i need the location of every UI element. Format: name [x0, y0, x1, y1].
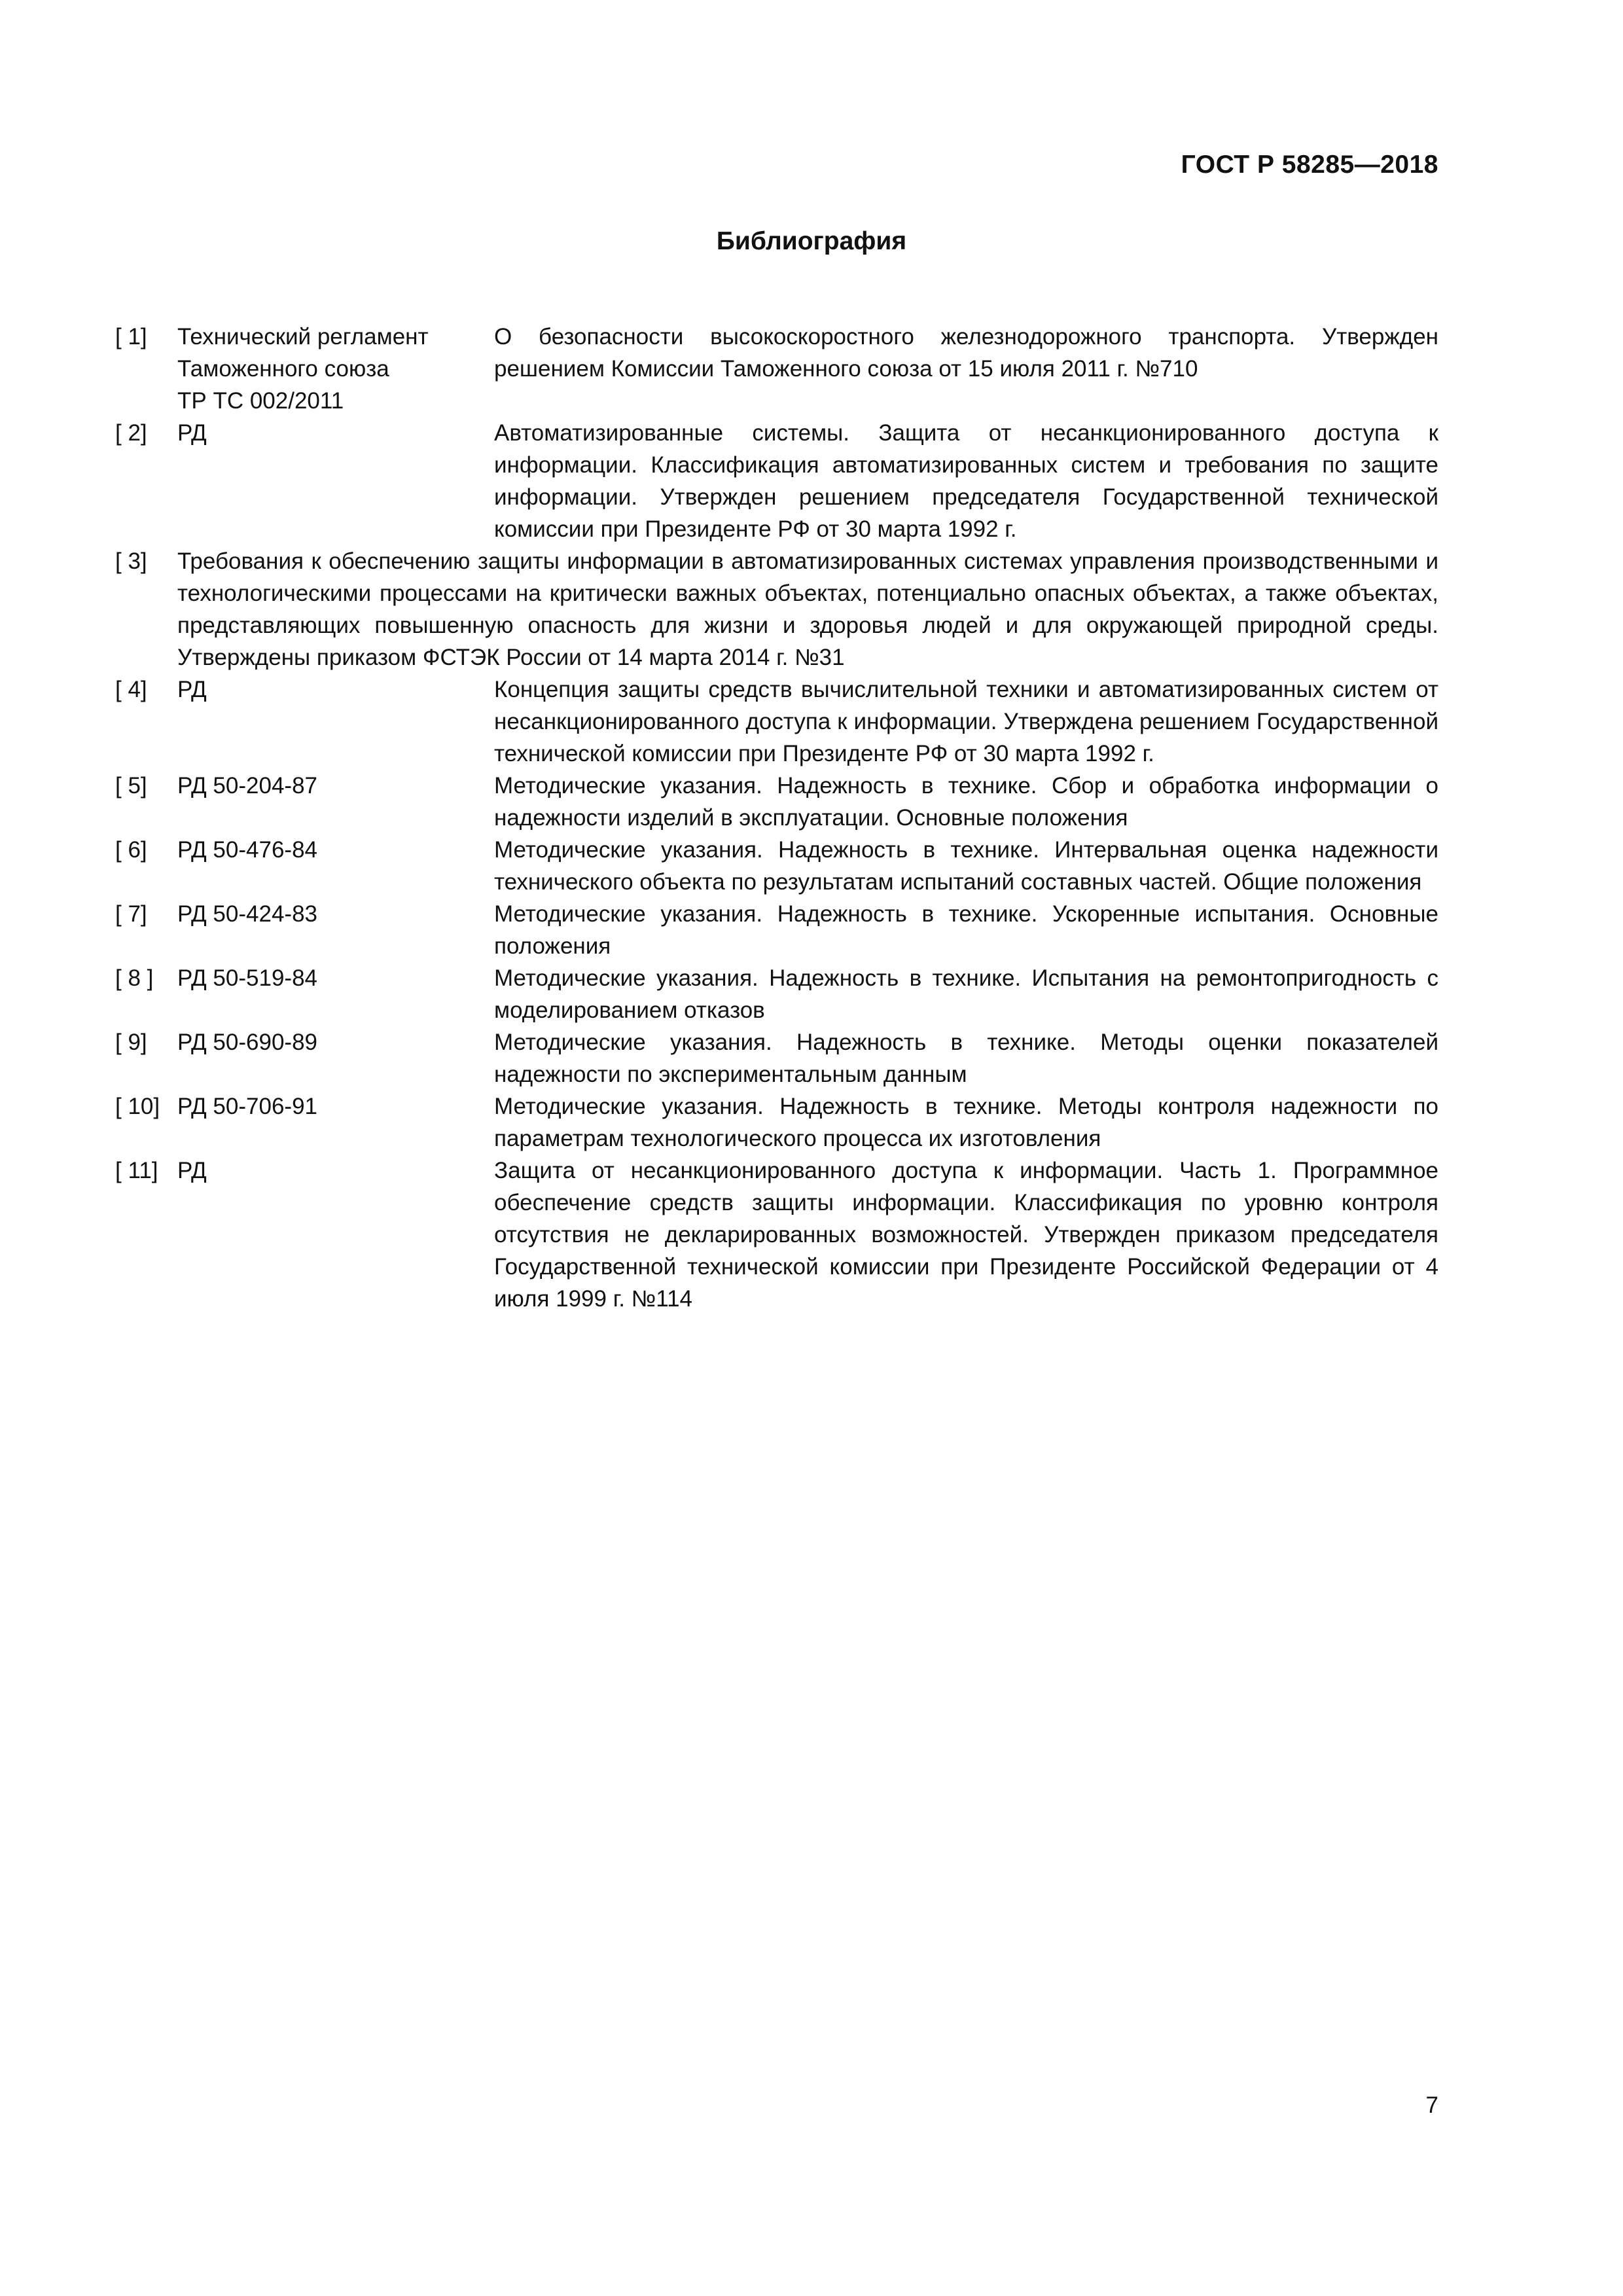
entry-number: [ 4] [115, 677, 147, 702]
entry-source [177, 1026, 494, 1090]
entry-number: [ 8 ] [115, 965, 154, 991]
bibliography-entry-4 [115, 673, 1438, 770]
entry-full-text: Требования к обеспечению защиты информации в автоматизированных системах управления производственными и технологическими процессами на критически важных объектах, потенциально опасных объектах, а также объектах, представляющих повышенную опасность для жизни и здоровья людей и для окружающей природной среды. Утверждены приказом ФСТЭК России от 14 марта 2014 г. №31 [177, 548, 1438, 670]
entry-source-line: РД [177, 420, 207, 446]
entry-source [177, 417, 494, 545]
bibliography-entry-7 [115, 898, 1438, 962]
entry-source-line: РД 50-424-83 [177, 901, 317, 927]
section-title: Библиография [716, 227, 907, 255]
entry-source-line: РД 50-519-84 [177, 965, 317, 991]
bibliography-entry-10 [115, 1090, 1438, 1155]
entry-number: [ 11] [115, 1158, 158, 1183]
standard-number: ГОСТ Р 58285—2018 [1181, 151, 1438, 179]
entry-source-line: Технический регламент [177, 324, 429, 350]
entry-number: [ 5] [115, 773, 147, 798]
entry-number: [ 1] [115, 324, 147, 350]
entry-description: Методические указания. Надежность в технике. Ускоренные испытания. Основные положения [494, 901, 1438, 959]
entry-source [177, 770, 494, 834]
entry-source [177, 962, 494, 1026]
entry-source [177, 1155, 494, 1315]
entry-source-line: РД [177, 677, 207, 702]
bibliography-entry-6 [115, 834, 1438, 898]
entry-source [177, 1090, 494, 1155]
entry-source [177, 834, 494, 898]
bibliography-entry-3 [115, 545, 1438, 673]
entry-number: [ 7] [115, 901, 147, 927]
entry-description: Методические указания. Надежность в технике. Методы контроля надежности по параметрам технологического процесса их изготовления [494, 1094, 1438, 1151]
entry-description: Защита от несанкционированного доступа к информации. Часть 1. Программное обеспечение средств защиты информации. Классификация по уровню контроля отсутствия не декларированных возможностей. Утвержден приказом председателя Государственной технической комиссии при Президенте Российской Федерации от 4 июля 1999 г. №114 [494, 1158, 1438, 1312]
entry-source-line: РД 50-476-84 [177, 837, 317, 863]
entry-description: О безопасности высокоскоростного железнодорожного транспорта. Утвержден решением Комиссии Таможенного союза от 15 июля 2011 г. №710 [494, 324, 1438, 382]
bibliography-entry-11 [115, 1155, 1438, 1315]
entry-source-line: РД 50-706-91 [177, 1094, 317, 1119]
entry-number: [ 6] [115, 837, 147, 863]
entry-source-line: РД 50-690-89 [177, 1030, 317, 1055]
entry-source-line: РД 50-204-87 [177, 773, 317, 798]
entry-source-line: Таможенного союза [177, 356, 389, 382]
entry-source [177, 321, 494, 417]
bibliography-list [115, 321, 1438, 1315]
bibliography-entry-9 [115, 1026, 1438, 1090]
entry-description: Методические указания. Надежность в технике. Испытания на ремонтопригодность с моделированием отказов [494, 965, 1438, 1023]
bibliography-entry-2 [115, 417, 1438, 545]
entry-description: Концепция защиты средств вычислительной техники и автоматизированных систем от несанкционированного доступа к информации. Утверждена решением Государственной технической комиссии при Президенте РФ от 30 марта 1992 г. [494, 677, 1438, 766]
entry-number: [ 2] [115, 420, 147, 446]
entry-source-line: ТР ТС 002/2011 [177, 388, 344, 414]
entry-source-line: РД [177, 1158, 207, 1183]
page-number: 7 [1425, 2092, 1438, 2118]
entry-description: Методические указания. Надежность в технике. Сбор и обработка информации о надежности изделий в эксплуатации. Основные положения [494, 773, 1438, 831]
entry-source [177, 673, 494, 770]
entry-source [177, 898, 494, 962]
entry-description: Методические указания. Надежность в технике. Методы оценки показателей надежности по экспериментальным данным [494, 1030, 1438, 1087]
entry-description: Автоматизированные системы. Защита от несанкционированного доступа к информации. Классификация автоматизированных систем и требования по защите информации. Утвержден решением председателя Государственной технической комиссии при Президенте РФ от 30 марта 1992 г. [494, 420, 1438, 542]
entry-number: [ 10] [115, 1094, 160, 1119]
bibliography-entry-8 [115, 962, 1438, 1026]
entry-number: [ 9] [115, 1030, 147, 1055]
bibliography-entry-1 [115, 321, 1438, 417]
entry-description: Методические указания. Надежность в технике. Интервальная оценка надежности технического объекта по результатам испытаний составных частей. Общие положения [494, 837, 1438, 895]
bibliography-entry-5 [115, 770, 1438, 834]
entry-number: [ 3] [115, 548, 147, 574]
